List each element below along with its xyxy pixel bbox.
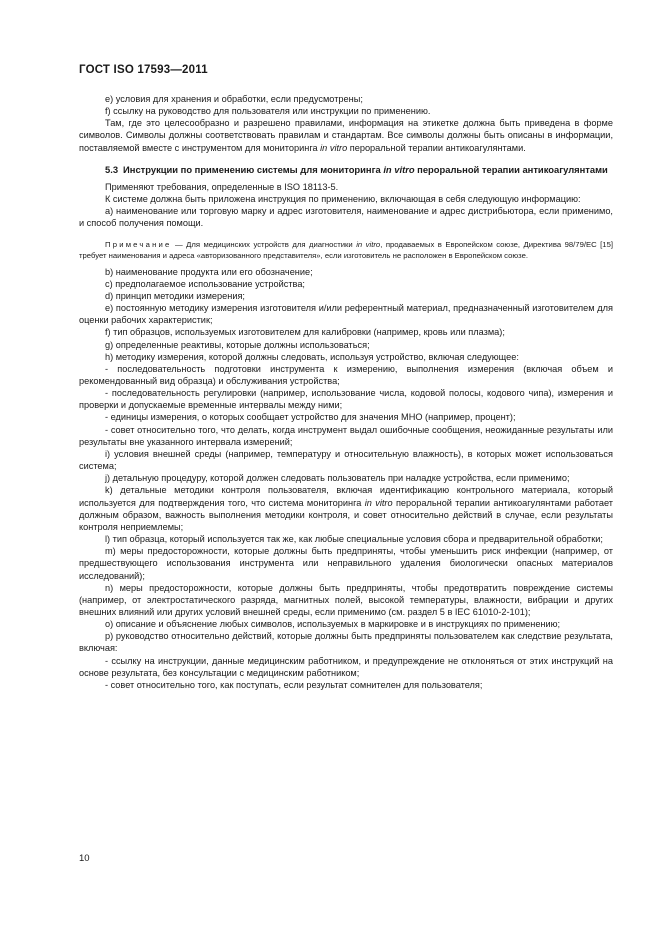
list-item-o: o) описание и объяснение любых символов, используемых в маркировке и в инструкциях по применению; <box>105 619 561 630</box>
list-item-p-sub-2: - совет относительно того, как поступать, если результат сомнителен для пользователя; <box>105 679 483 690</box>
list-item-b: b) наименование продукта или его обозначение; <box>105 266 313 277</box>
list-item-h-sub-1: - последовательность подготовки инструмента к измерению, выполнения измерения (включая объем и рекомендованный вид образца) и обслуживания устройства; <box>79 363 613 387</box>
paragraph-symbols: Там, где это целесообразно и разрешено правилами, информация на этикетке должна быть приведена в форме символов. Символы должны соответствовать правилам и стандартам. Все символы должны быть описаны в информации, поставляемой вместе с инструментом для мониторинга in vitro пероральной терапии антикоагулянтами. <box>79 118 613 153</box>
list-item-n: n) меры предосторожности, которые должны быть предприняты, чтобы предотвратить повреждение системы (например, от электростатического разряда, магнитных полей, высокой температуры, влажности, вибрации и других внешних влияний или других условий внешней среды, если применимо (см. раздел 5 в IEC 61010-2-101); <box>79 582 613 617</box>
section-heading <box>79 164 613 176</box>
list-item-d: d) принцип методики измерения; <box>105 290 245 301</box>
section-number: 5.3 <box>105 163 119 175</box>
note-label: Примечание <box>105 239 172 249</box>
paragraph-requirements: Применяют требования, определенные в ISO 18113-5. <box>105 181 339 192</box>
paragraph-e: e) условия для хранения и обработки, если предусмотрены; <box>105 94 363 104</box>
list-item-h-sub-2: - последовательность регулировки (например, использование числа, кодовой полосы, кодового чипа), измерения и проверки и допускаемые временные интервалы между ними; <box>79 388 613 411</box>
list-item-f: f) тип образцов, используемых изготовителем для калибровки (например, кровь или плазма); <box>105 327 505 338</box>
section-title: Инструкции по применению системы для мониторинга in vitro пероральной терапии антикоагулянтами <box>123 163 608 175</box>
paragraph-intro: К системе должна быть приложена инструкция по применению, включающая в себя следующую информацию: <box>105 194 581 205</box>
list-item-e: e) постоянную методику измерения изготовителя и/или референтный материал, предназначенный изготовителем для оценки рабочих характеристик; <box>79 303 613 326</box>
list-item-p-sub-1: - ссылку на инструкции, данные медицинским работником, и предупреждение не отклоняться от этих инструкций на основе результата, без консультации с медицинским работником; <box>79 655 613 678</box>
list-item-h: h) методику измерения, которой должны следовать, используя устройство, включая следующее: <box>105 351 519 362</box>
list-item-h-sub-4: - совет относительно того, что делать, когда инструмент выдал ошибочные сообщения, неожиданные результаты или результаты вне указанного интервала измерений; <box>79 424 613 447</box>
list-item-l: l) тип образца, который используется так же, как любые специальные условия сбора и предварительной обработки; <box>105 534 603 545</box>
list-item-m: m) меры предосторожности, которые должны быть предприняты, чтобы уменьшить риск инфекции (например, от предшествующего использования инструмента или неправильного удаления биологически опасных материалов исследований); <box>79 546 613 581</box>
document-body <box>79 93 613 691</box>
document-header: ГОСТ ISO 17593—2011 <box>79 64 208 76</box>
list-item-c: c) предполагаемое использование устройства; <box>105 278 305 289</box>
list-item-a: a) наименование или торговую марку и адрес изготовителя, наименование и адрес дистрибьютора, если применимо, и способ получения помощи. <box>79 206 613 229</box>
list-item-i: i) условия внешней среды (например, температуру и относительную влажность), в которых может использоваться система; <box>79 448 613 472</box>
list-item-k: k) детальные методики контроля пользователя, включая идентификацию контрольного материала, который используется для подтверждения того, что система мониторинга in vitro пероральной терапии антикоагулянтами работает должным образом, важность выполнения методики контроля, и совет относительно действий в случае, если результаты контроля неприемлемы; <box>79 485 613 532</box>
list-item-h-sub-3: - единицы измерения, о которых сообщает устройство для значения МНО (например, процент); <box>105 412 516 423</box>
note-text: — Для медицинских устройств для диагностики in vitro, продаваемых в Европейском союзе, Директива 98/79/EC [15] требует наименования и адреса «авторизованного представителя», если изготовитель не расположен в Европейском союзе. <box>79 239 613 260</box>
page-number: 10 <box>79 853 90 864</box>
note <box>79 239 613 261</box>
list-item-g: g) определенные реактивы, которые должны использоваться; <box>105 339 370 350</box>
list-item-j: j) детальную процедуру, которой должен следовать пользователь при наладке устройства, если применимо; <box>105 473 570 484</box>
list-item-p: p) руководство относительно действий, которые должны быть предприняты пользователем как следствие результата, включая: <box>79 631 613 654</box>
paragraph-f: f) ссылку на руководство для пользователя или инструкции по применению. <box>105 106 431 117</box>
